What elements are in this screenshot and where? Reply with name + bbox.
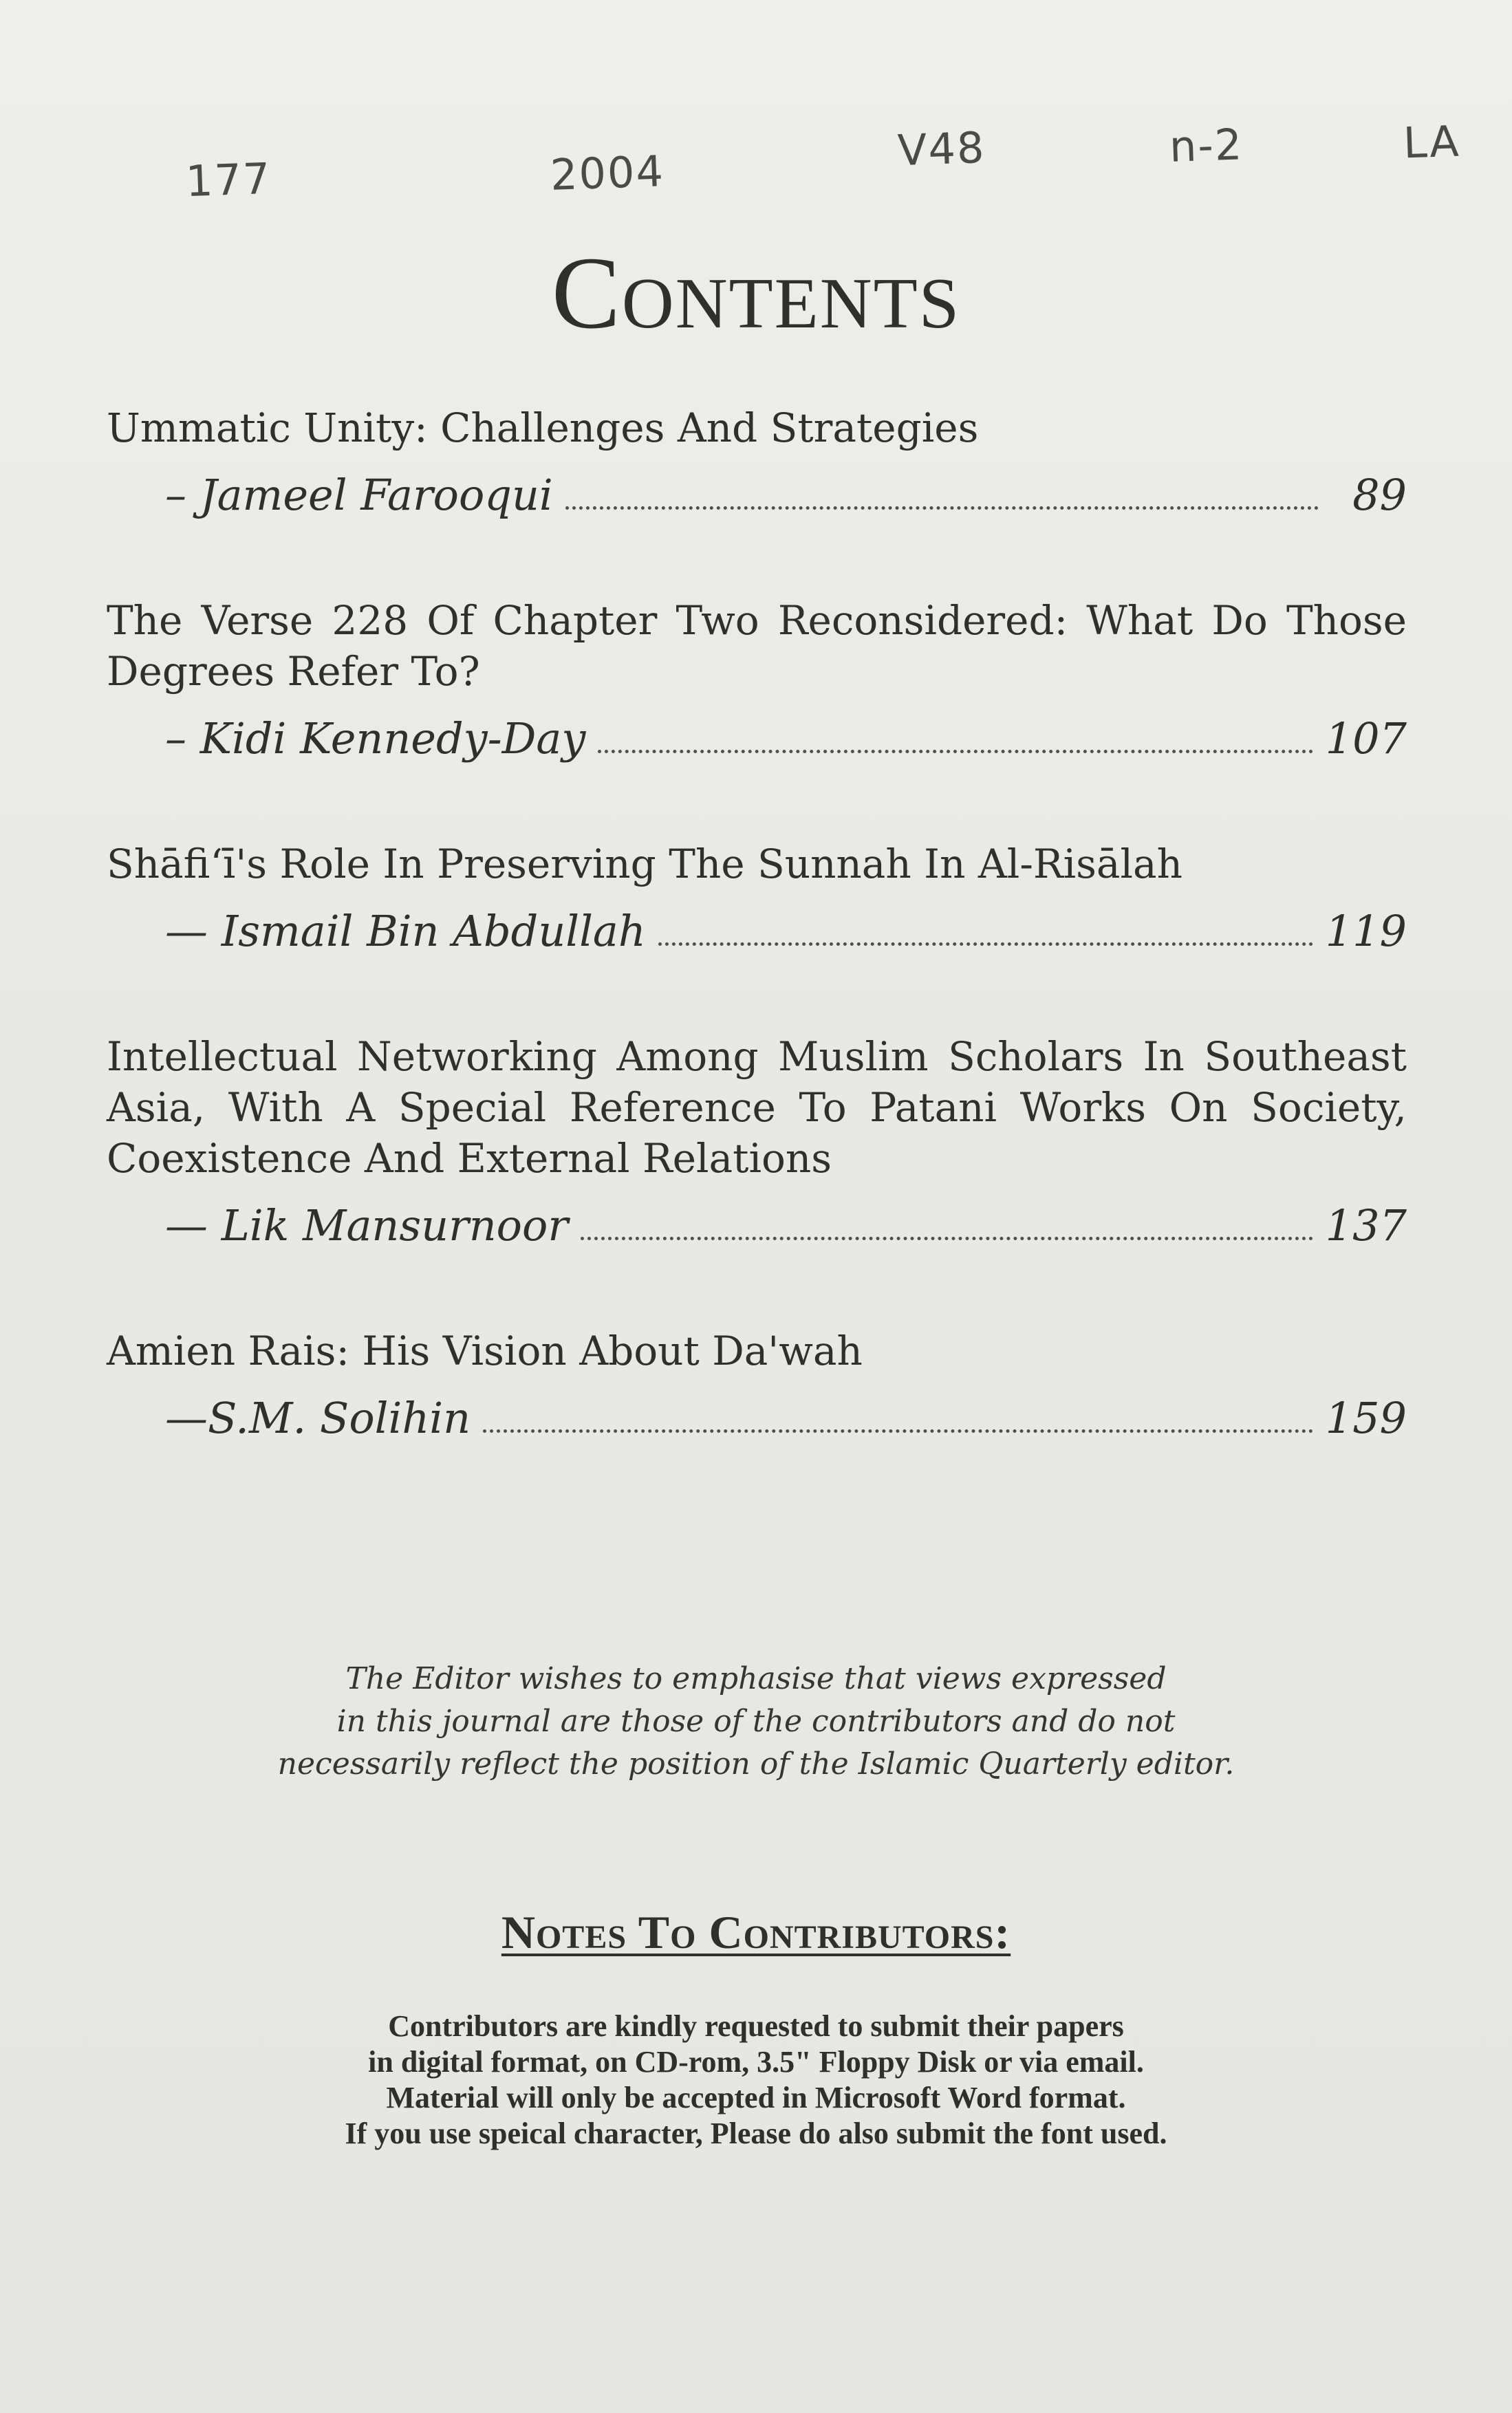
- handwritten-note-4: n-2: [1168, 119, 1244, 172]
- disclaimer-line: The Editor wishes to emphasise that views expressed: [345, 1661, 1167, 1696]
- toc-entry-title: Amien Rais: His Vision About Da'wah: [107, 1328, 863, 1374]
- toc-entry[interactable]: [107, 595, 1407, 764]
- disclaimer-line: necessarily reflect the position of the Islamic Quarterly editor.: [277, 1746, 1235, 1782]
- toc-entry-page-number: 89: [1352, 470, 1407, 520]
- notes-to-contributors-heading: Notes To Contributors:: [501, 1906, 1011, 1958]
- notes-line: in digital format, on CD-rom, 3.5" Floppy Disk or via email.: [368, 2045, 1144, 2079]
- toc-entry-page-number: 137: [1325, 1200, 1407, 1251]
- toc-entry[interactable]: [107, 402, 1407, 521]
- handwritten-note-2: 2004: [549, 146, 666, 200]
- handwritten-note-1: 177: [184, 153, 272, 207]
- toc-entry-author-line: [165, 1393, 1407, 1444]
- handwritten-note-3: V48: [896, 122, 986, 176]
- toc-entry-title: Shāfi‘ī's Role In Preserving The Sunnah In Al-Risālah: [107, 841, 1182, 887]
- toc-entry-author-line: [165, 470, 1407, 521]
- notes-to-contributors-body: [0, 2009, 1512, 2152]
- toc-entry-author: — Lik Mansurnoor: [165, 1200, 568, 1251]
- toc-entry-title: Ummatic Unity: Challenges And Strategies: [107, 404, 979, 451]
- toc-entry-author: – Jameel Farooqui: [165, 470, 553, 520]
- dot-leader: [581, 1236, 1313, 1240]
- toc-entry[interactable]: [107, 838, 1407, 957]
- dot-leader: [658, 942, 1313, 946]
- page-title: Contents: [551, 236, 961, 350]
- toc-entry-author: —S.M. Solihin: [165, 1393, 471, 1443]
- dot-leader: [598, 749, 1313, 753]
- notes-line: Contributors are kindly requested to submit their papers: [388, 2009, 1124, 2043]
- dot-leader: [565, 506, 1319, 510]
- toc-entry-page-number: 119: [1325, 906, 1407, 956]
- table-of-contents: [107, 402, 1407, 1518]
- editor-disclaimer: [0, 1658, 1512, 1786]
- toc-entry[interactable]: [107, 1031, 1407, 1251]
- toc-entry[interactable]: [107, 1325, 1407, 1444]
- toc-entry-author: – Kidi Kennedy-Day: [165, 713, 586, 764]
- disclaimer-line: in this journal are those of the contributors and do not: [336, 1704, 1176, 1739]
- toc-entry-author-line: [165, 713, 1407, 764]
- toc-entry-page-number: 107: [1325, 713, 1407, 764]
- toc-entry-page-number: 159: [1325, 1393, 1407, 1443]
- toc-entry-title: The Verse 228 Of Chapter Two Reconsidered: What Do Those Degrees Refer To?: [107, 597, 1407, 695]
- dot-leader: [483, 1429, 1313, 1433]
- handwritten-note-5: LA: [1402, 116, 1461, 169]
- notes-line: Material will only be accepted in Microsoft Word format.: [386, 2081, 1126, 2114]
- toc-entry-title: Intellectual Networking Among Muslim Scholars In Southeast Asia, With A Special Reference To Patani Works On Society, Coexistence And External Relations: [107, 1033, 1407, 1182]
- toc-entry-author-line: [165, 1200, 1407, 1251]
- notes-line: If you use speical character, Please do also submit the font used.: [345, 2117, 1167, 2150]
- toc-entry-author-line: [165, 906, 1407, 957]
- toc-entry-author: — Ismail Bin Abdullah: [165, 906, 646, 956]
